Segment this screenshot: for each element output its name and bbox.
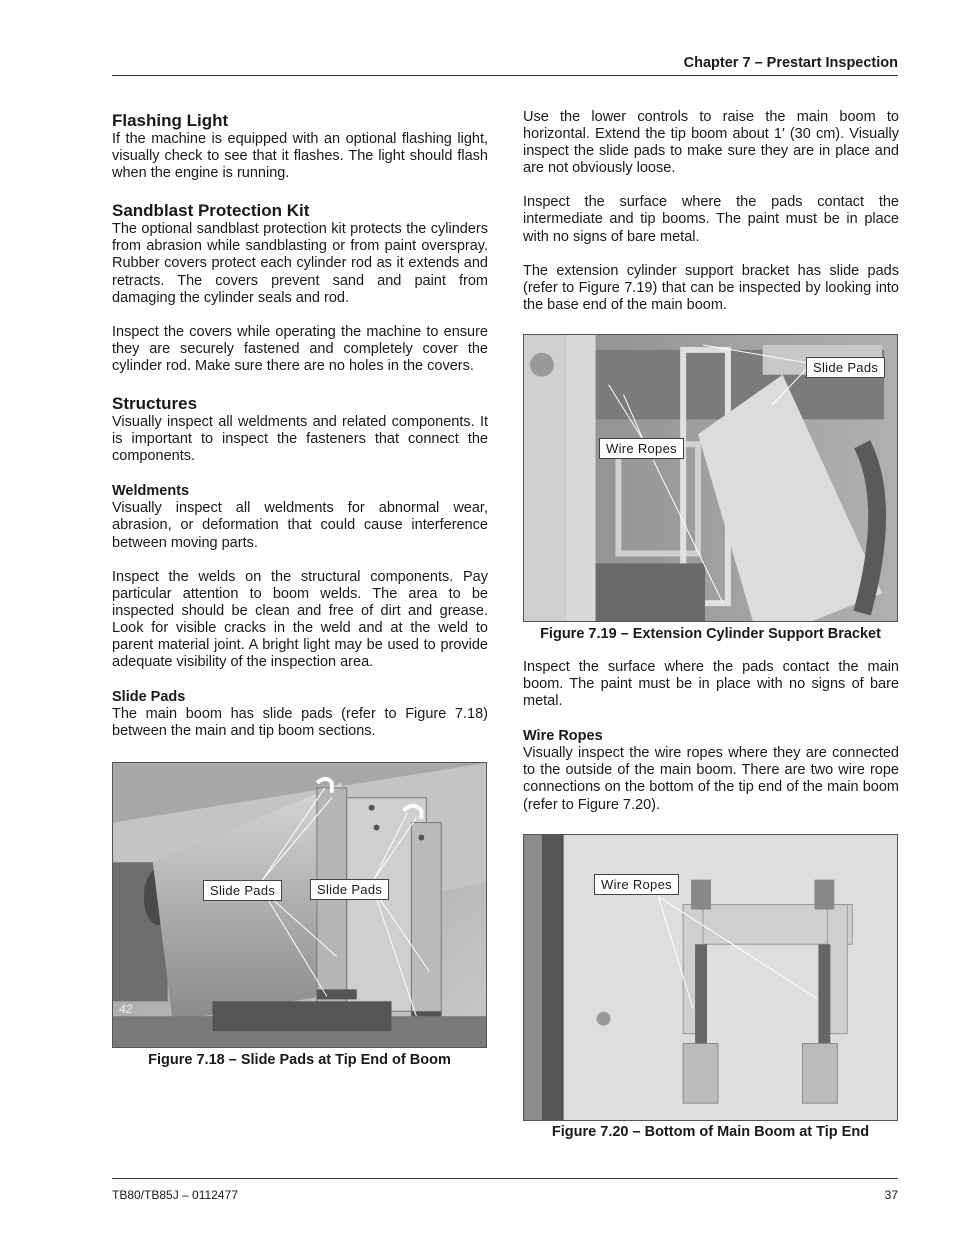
- weldments-heading: Weldments: [112, 483, 190, 500]
- slide-pads-callout-right: Slide Pads: [310, 879, 389, 900]
- header-rule: [112, 75, 898, 76]
- sandblast-text-1: The optional sandblast protection kit protects the cylinders from abrasion while sandblasting or from paint overspray. Rubber covers protect each cylinder rod as it extends and retracts. The covers prevent sand and paint from damaging the cylinder seals and rod.: [112, 221, 488, 306]
- slide-pads-heading: Slide Pads: [112, 689, 186, 706]
- main-boom-surface-text: Inspect the surface where the pads contact the main boom. The paint must be in place with no signs of bare metal.: [523, 659, 899, 710]
- flashing-light-text: If the machine is equipped with an optional flashing light, visually check to see that it flashes. The light should flash when the engine is running.: [112, 131, 488, 182]
- wire-ropes-callout-719: Wire Ropes: [599, 438, 684, 459]
- raise-boom-text: Use the lower controls to raise the main boom to horizontal. Extend the tip boom about 1′ (30 cm). Visually inspect the slide pads to make sure they are in place and are not obviously loose.: [523, 109, 899, 177]
- figure-7-18-caption: Figure 7.18 – Slide Pads at Tip End of Boom: [148, 1052, 451, 1068]
- pad-surface-text: Inspect the surface where the pads contact the intermediate and tip booms. The paint must be in place with no signs of bare metal.: [523, 194, 899, 245]
- right-column-bottom: [523, 659, 899, 814]
- structures-text: Visually inspect all weldments and related components. It is important to inspect the fasteners that connect the components.: [112, 414, 488, 465]
- figure-7-18-photo: [112, 762, 487, 1048]
- wire-ropes-callout-720: Wire Ropes: [594, 874, 679, 895]
- figure-7-19-caption: Figure 7.19 – Extension Cylinder Support Bracket: [540, 626, 881, 642]
- support-bracket-text: The extension cylinder support bracket has slide pads (refer to Figure 7.19) that can be inspected by looking into the base end of the main boom.: [523, 262, 899, 313]
- figure-7-20-caption: Figure 7.20 – Bottom of Main Boom at Tip End: [551, 1124, 870, 1140]
- slide-pads-text: The main boom has slide pads (refer to Figure 7.18) between the main and tip boom sections.: [112, 706, 488, 740]
- left-column: [112, 111, 488, 740]
- boom-bottom-photo: [524, 835, 897, 1120]
- sandblast-text-2: Inspect the covers while operating the machine to ensure they are securely fastened and completely cover the cylinder rod. Make sure there are no holes in the covers.: [112, 323, 488, 374]
- wire-ropes-text: Visually inspect the wire ropes where they are connected to the outside of the main boom. There are two wire rope connections on the bottom of the tip end of the main boom (refer to Figure 7.20).: [523, 745, 899, 813]
- right-column-top: [523, 109, 899, 314]
- structures-heading: Structures: [112, 394, 198, 414]
- wire-ropes-heading: Wire Ropes: [523, 728, 603, 745]
- slide-pads-callout-left: Slide Pads: [203, 880, 282, 901]
- figure-7-19-photo: [523, 334, 898, 622]
- page-number: 37: [884, 1188, 898, 1202]
- model-number: TB80/TB85J – 0112477: [112, 1188, 238, 1202]
- sandblast-heading: Sandblast Protection Kit: [112, 201, 310, 221]
- weldments-text-2: Inspect the welds on the structural components. Pay particular attention to boom welds. The area to be inspected should be clean and free of dirt and grease. Look for visible cracks in the weld and at the weld to parent material joint. A bright light may be used to provide adequate visibility of the inspection area.: [112, 568, 488, 671]
- footer-rule: [112, 1178, 898, 1179]
- weldments-text-1: Visually inspect all weldments for abnormal wear, abrasion, or deformation that could cause interference between moving parts.: [112, 500, 488, 551]
- chapter-title: Chapter 7 – Prestart Inspection: [683, 55, 898, 71]
- figure-7-20-photo: [523, 834, 898, 1121]
- photo-marking: 42: [118, 1002, 133, 1017]
- flashing-light-heading: Flashing Light: [112, 111, 229, 130]
- slide-pads-callout-719: Slide Pads: [806, 357, 885, 378]
- slide-pads-photo: [113, 763, 486, 1047]
